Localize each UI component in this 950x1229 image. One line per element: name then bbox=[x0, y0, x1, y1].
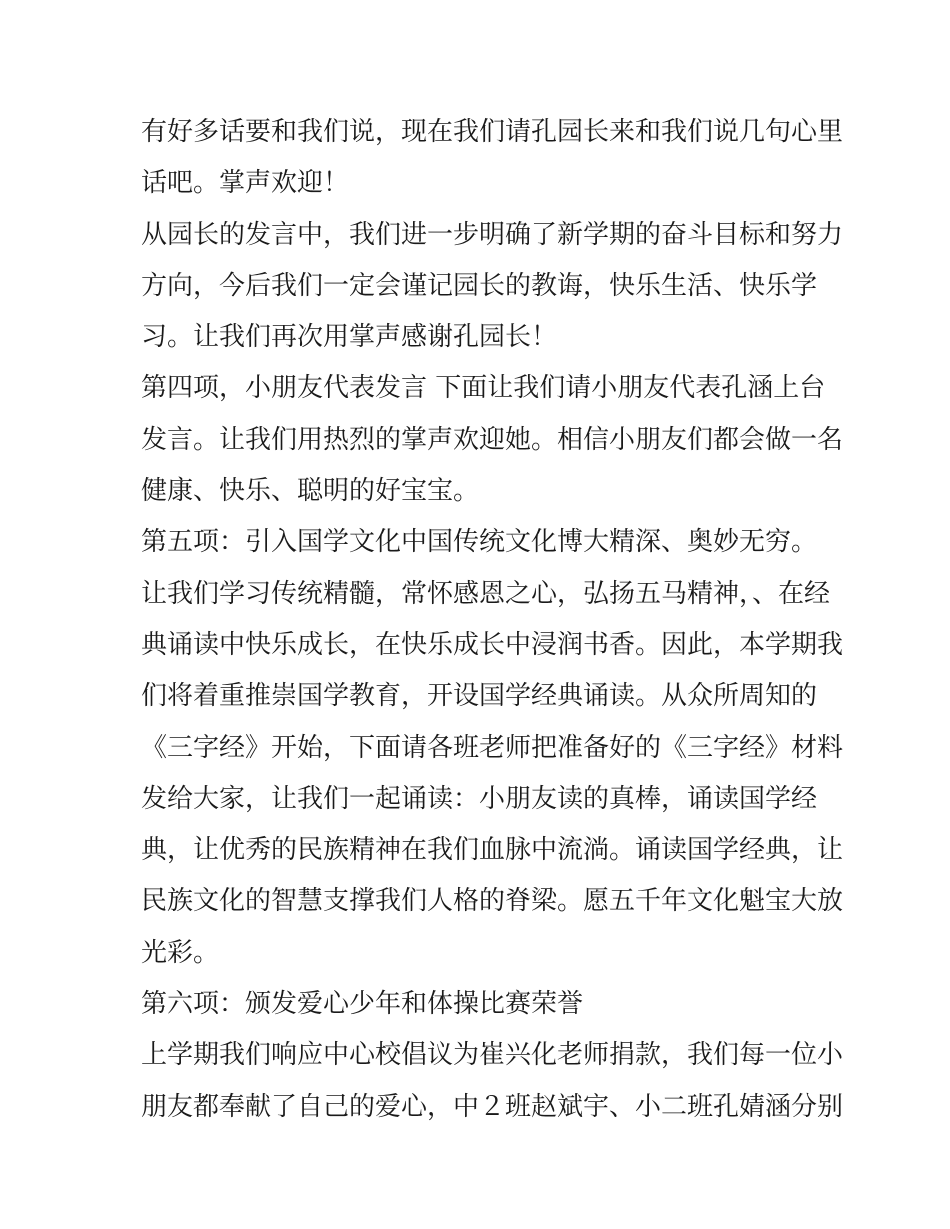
text-line: 光彩。 bbox=[141, 937, 220, 968]
text-line: 朋友都奉献了自己的爱心，中２班赵斌宇、小二班孔婧涵分别 bbox=[141, 1091, 844, 1122]
text-line: 第五项：引入国学文化中国传统文化博大精深、奥妙无穷。 bbox=[141, 527, 818, 558]
text-line: 典诵读中快乐成长，在快乐成长中浸润书香。因此，本学期我 bbox=[141, 629, 844, 660]
text-line: 话吧。掌声欢迎！ bbox=[141, 168, 350, 199]
text-line: 上学期我们响应中心校倡议为崔兴化老师捐款，我们每一位小 bbox=[141, 1040, 844, 1071]
text-line: 典，让优秀的民族精神在我们血脉中流淌。诵读国学经典，让 bbox=[141, 835, 844, 866]
text-line: 让我们学习传统精髓，常怀感恩之心，弘扬五马精神，、在经 bbox=[141, 578, 831, 609]
text-line: 方向，今后我们一定会谨记园长的教诲，快乐生活、快乐学 bbox=[141, 270, 818, 301]
text-line: 发言。让我们用热烈的掌声欢迎她。相信小朋友们都会做一名 bbox=[141, 424, 844, 455]
text-line: 第六项：颁发爱心少年和体操比赛荣誉 bbox=[141, 989, 584, 1020]
text-line: 习。让我们再次用掌声感谢孔园长！ bbox=[141, 322, 558, 353]
text-line: 第四项，小朋友代表发言 下面让我们请小朋友代表孔涵上台 bbox=[141, 373, 826, 404]
text-line: 们将着重推崇国学教育，开设国学经典诵读。从众所周知的 bbox=[141, 681, 818, 712]
document-body bbox=[141, 107, 844, 1133]
text-line: 健康、快乐、聪明的好宝宝。 bbox=[141, 476, 480, 507]
text-line: 从园长的发言中，我们进一步明确了新学期的奋斗目标和努力 bbox=[141, 219, 844, 250]
text-line: 发给大家，让我们一起诵读：小朋友读的真棒，诵读国学经 bbox=[141, 783, 818, 814]
text-line: 《三字经》开始，下面请各班老师把准备好的《三字经》材料 bbox=[141, 732, 844, 763]
text-line: 有好多话要和我们说，现在我们请孔园长来和我们说几句心里 bbox=[141, 117, 844, 147]
text-line: 民族文化的智慧支撑我们人格的脊梁。愿五千年文化魁宝大放 bbox=[141, 886, 844, 917]
